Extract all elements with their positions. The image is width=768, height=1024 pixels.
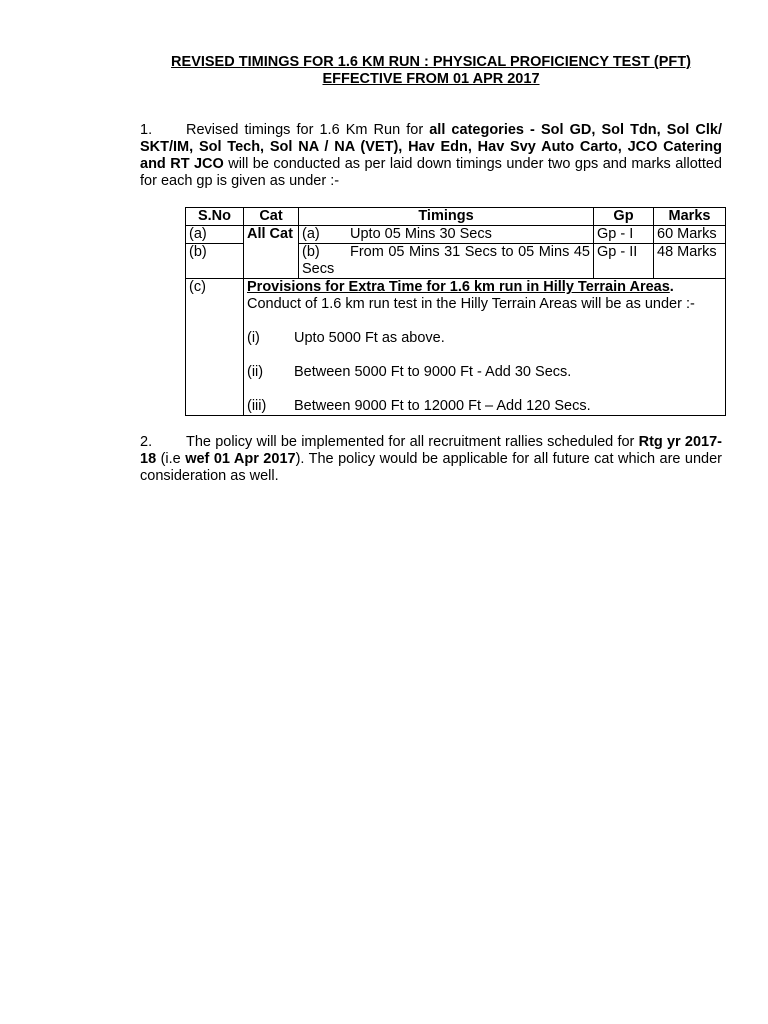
row-cat: All Cat — [244, 226, 299, 279]
paragraph-2-text-b: (i.e — [156, 451, 186, 467]
row-b-sub: (b) — [302, 244, 320, 260]
row-a-gp: Gp - I — [594, 226, 654, 244]
provision-item-text: Between 9000 Ft to 12000 Ft – Add 120 Secs. — [294, 398, 591, 414]
row-a-timing — [299, 226, 594, 244]
provision-heading-end: . — [669, 279, 674, 295]
paragraph-1-text-a: Revised timings for 1.6 Km Run for — [186, 122, 430, 138]
provision-item-text: Between 5000 Ft to 9000 Ft - Add 30 Secs. — [294, 364, 572, 380]
row-b-gp: Gp - II — [594, 244, 654, 279]
provision-item — [247, 398, 722, 415]
title-line-2: EFFECTIVE FROM 01 APR 2017 — [322, 71, 540, 87]
table-row — [186, 279, 726, 416]
header-gp: Gp — [594, 208, 654, 226]
paragraph-1-number: 1. — [140, 122, 153, 138]
provision-item-num: (i) — [247, 330, 260, 346]
paragraph-1-categories: all categories - Sol GD, Sol Tdn, Sol Clk/ SKT/IM, Sol Tech, Sol NA / NA (VET), Hav Edn, Hav Svy Auto Carto, JCO Catering and RT JCO — [140, 122, 722, 172]
provision-heading: Provisions for Extra Time for 1.6 km run in Hilly Terrain Areas — [247, 279, 670, 295]
provision-cell — [244, 279, 726, 416]
row-a-timing-text: Upto 05 Mins 30 Secs — [350, 226, 492, 242]
header-marks: Marks — [654, 208, 726, 226]
header-sno: S.No — [186, 208, 244, 226]
header-timings: Timings — [299, 208, 594, 226]
row-b-sno: (b) — [186, 244, 244, 279]
row-b-timing — [299, 244, 594, 279]
row-a-marks: 60 Marks — [654, 226, 726, 244]
paragraph-1 — [140, 122, 722, 190]
paragraph-1-text-b: will be conducted as per laid down timings under two gps and marks allotted for each gp is given as under :- — [140, 156, 722, 189]
provision-item — [247, 330, 722, 347]
provision-item — [247, 364, 722, 381]
paragraph-2-wef-date: wef 01 Apr 2017 — [185, 451, 296, 467]
paragraph-2-text-a: The policy will be implemented for all recruitment rallies scheduled for — [186, 434, 639, 450]
timings-table — [185, 207, 726, 416]
provision-item-num: (ii) — [247, 364, 264, 380]
paragraph-2-text-c: ). The policy would be applicable for all future cat which are under consideration as well. — [140, 451, 723, 484]
table-header-row — [186, 208, 726, 226]
paragraph-2 — [140, 434, 722, 485]
document-title — [140, 54, 722, 88]
row-b-timing-text: From 05 Mins 31 Secs to 05 Mins 45 Secs — [302, 244, 590, 277]
row-c-sno: (c) — [186, 279, 244, 416]
provision-body: Conduct of 1.6 km run test in the Hilly Terrain Areas will be as under :- — [247, 296, 695, 312]
row-b-marks: 48 Marks — [654, 244, 726, 279]
paragraph-2-rtg-year: Rtg yr 2017-18 — [140, 434, 722, 467]
document-page — [140, 54, 722, 485]
table-row — [186, 226, 726, 244]
title-line-1: REVISED TIMINGS FOR 1.6 KM RUN : PHYSICAL PROFICIENCY TEST (PFT) — [171, 54, 691, 70]
row-a-sno: (a) — [186, 226, 244, 244]
row-a-sub: (a) — [302, 226, 320, 242]
paragraph-2-number: 2. — [140, 434, 153, 450]
header-cat: Cat — [244, 208, 299, 226]
provision-item-text: Upto 5000 Ft as above. — [294, 330, 445, 346]
provision-item-num: (iii) — [247, 398, 267, 414]
